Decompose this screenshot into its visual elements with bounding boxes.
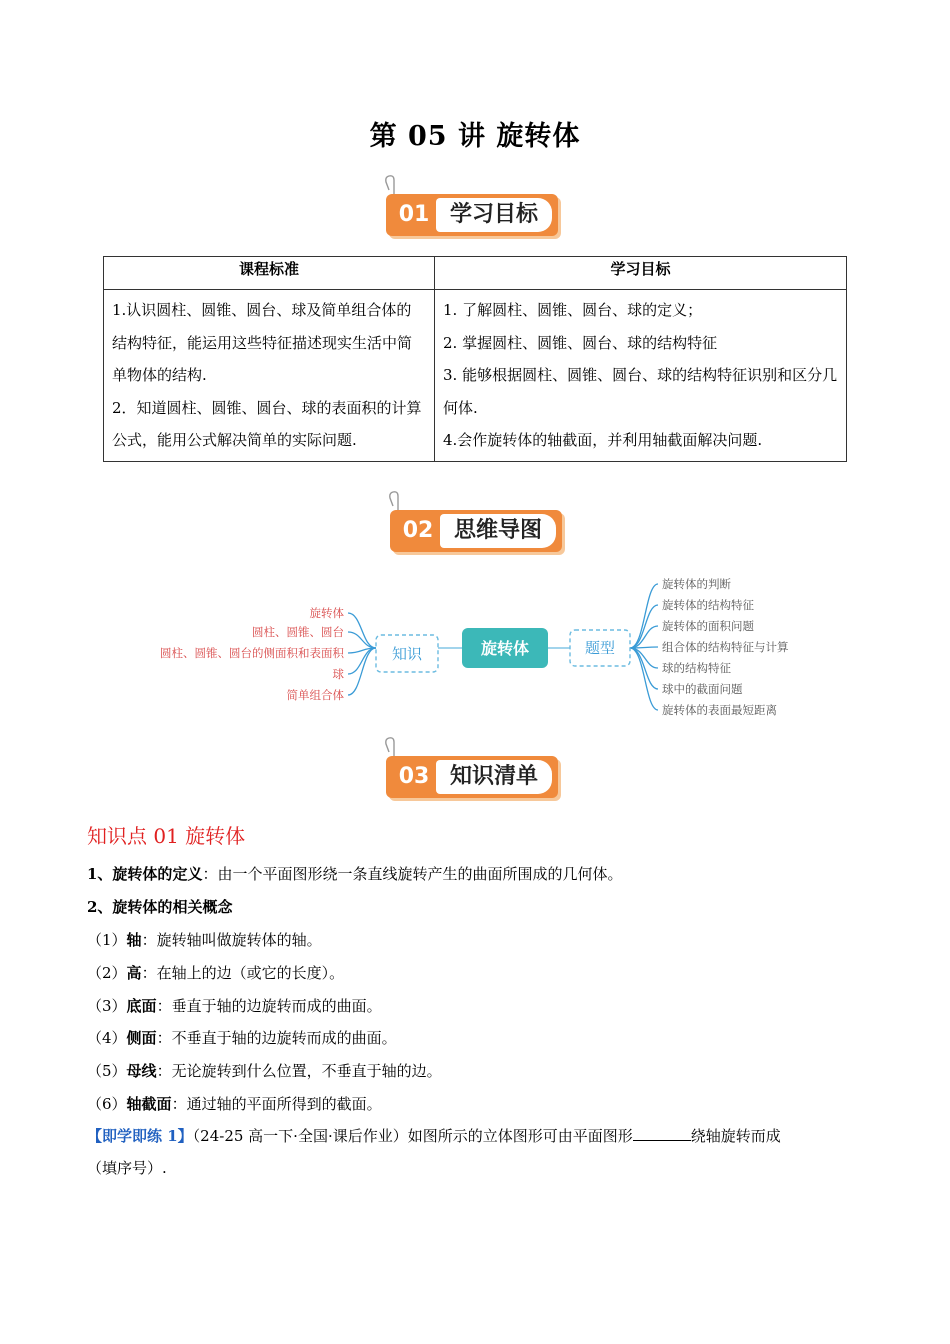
center-node-label: 旋转体	[480, 639, 530, 658]
mindmap-left-item: 球	[332, 667, 344, 681]
mindmap-right-item: 球中的截面问题	[662, 682, 743, 696]
exercise-text: （24-25 高一下·全国·课后作业）如图所示的立体图形可由平面图形	[192, 1127, 633, 1145]
mindmap-left-branches	[348, 613, 376, 695]
knowledge-point-title: 知识点 01 旋转体	[87, 824, 246, 848]
section-badge-knowledge	[386, 746, 566, 806]
mindmap-right-item: 旋转体的结构特征	[662, 598, 754, 612]
exercise-line2: （填序号）.	[87, 1159, 167, 1177]
concept-prefix: （6）	[87, 1095, 127, 1113]
mindmap-right-item: 组合体的结构特征与计算	[662, 640, 789, 654]
exercise-tail: 绕轴旋转而成	[690, 1127, 781, 1145]
mindmap-left-item: 旋转体	[309, 606, 344, 620]
goal-item: 2. 掌握圆柱、圆锥、圆台、球的结构特征	[443, 333, 718, 352]
badge-number: 01	[398, 202, 430, 227]
mind-map	[0, 570, 950, 720]
concept-prefix: （2）	[87, 964, 127, 982]
question-type-node-label: 题型	[584, 639, 616, 657]
curriculum-standard-cell	[104, 290, 435, 462]
mindmap-right-item: 旋转体的面积问题	[662, 619, 754, 633]
concept-prefix: （3）	[87, 997, 127, 1015]
page-title: 第 05 讲 旋转体	[369, 121, 581, 152]
definition-label: 1、旋转体的定义	[87, 865, 203, 883]
definition-paragraph	[87, 863, 622, 885]
section-badge-mindmap	[390, 500, 570, 560]
standard-item: 1.认识圆柱、圆锥、圆台、球及简单组合体的结构特征，能运用这些特征描述现实生活中简单物体的结构.	[112, 301, 413, 385]
table-header-row	[104, 257, 847, 290]
badge-label: 思维导图	[440, 514, 556, 548]
concept-term: 母线	[126, 1062, 157, 1080]
concept-item	[87, 929, 322, 951]
goal-item: 1. 了解圆柱、圆锥、圆台、球的定义；	[443, 301, 703, 319]
badge-number: 03	[398, 764, 430, 789]
mindmap-right-item: 旋转体的判断	[662, 577, 731, 591]
mindmap-right-item: 旋转体的表面最短距离	[662, 703, 777, 717]
goal-item: 3. 能够根据圆柱、圆锥、圆台、球的结构特征识别和区分几何体.	[443, 366, 838, 417]
mindmap-left-item: 圆柱、圆锥、圆台	[252, 625, 344, 639]
concept-item	[87, 1027, 397, 1049]
concept-text: ：垂直于轴的边旋转而成的曲面。	[156, 997, 382, 1015]
mindmap-left-item: 圆柱、圆锥、圆台的侧面积和表面积	[160, 646, 344, 660]
concept-item	[87, 1093, 382, 1115]
section-badge-goals	[386, 184, 566, 244]
concept-term: 高	[126, 964, 142, 982]
exercise-label: 【即学即练 1】	[87, 1127, 193, 1145]
mindmap-left-item: 简单组合体	[286, 688, 344, 702]
concept-term: 侧面	[126, 1029, 157, 1047]
exercise-paragraph	[87, 1125, 781, 1147]
concept-text: ：不垂直于轴的边旋转而成的曲面。	[156, 1029, 397, 1047]
concepts-label: 2、旋转体的相关概念	[87, 898, 233, 916]
concept-text: ：在轴上的边（或它的长度）。	[141, 964, 345, 982]
concept-item	[87, 995, 382, 1017]
table-row	[104, 290, 847, 462]
concept-item	[87, 1060, 442, 1082]
mindmap-right-branches	[630, 584, 658, 710]
concept-term: 轴截面	[126, 1095, 172, 1113]
concept-term: 轴	[126, 931, 142, 949]
knowledge-node-label: 知识	[391, 645, 423, 663]
answer-blank[interactable]	[633, 1126, 691, 1141]
concepts-heading	[87, 896, 232, 918]
header-learning-goals: 学习目标	[435, 257, 847, 290]
definition-text: ：由一个平面图形绕一条直线旋转产生的曲面所围成的几何体。	[202, 865, 623, 883]
badge-label: 学习目标	[436, 198, 552, 232]
concept-prefix: （1）	[87, 931, 127, 949]
goal-item: 4.会作旋转体的轴截面，并利用轴截面解决问题.	[443, 431, 763, 450]
learning-goals-cell	[435, 290, 847, 462]
badge-number: 02	[402, 518, 434, 543]
mindmap-right-item: 球的结构特征	[662, 661, 731, 675]
concept-term: 底面	[126, 997, 157, 1015]
standard-item: 2．知道圆柱、圆锥、圆台、球的表面积的计算公式，能用公式解决简单的实际问题.	[112, 398, 422, 450]
concept-text: ：无论旋转到什么位置，不垂直于轴的边。	[156, 1062, 442, 1080]
header-curriculum-standard: 课程标准	[104, 257, 435, 290]
badge-label: 知识清单	[436, 760, 552, 794]
goals-table	[103, 256, 847, 462]
concept-text: ：通过轴的平面所得到的截面。	[171, 1095, 382, 1113]
concept-prefix: （5）	[87, 1062, 127, 1080]
concept-prefix: （4）	[87, 1029, 127, 1047]
concept-item	[87, 962, 344, 984]
concept-text: ：旋转轴叫做旋转体的轴。	[141, 931, 322, 949]
